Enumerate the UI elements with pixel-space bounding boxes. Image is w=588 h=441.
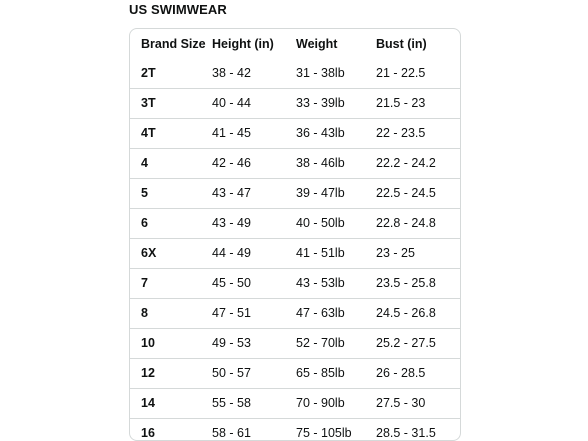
table-body [130,59,460,441]
cell-weight: 36 - 43lb [296,119,376,149]
cell-weight: 39 - 47lb [296,179,376,209]
table-row [130,179,460,209]
table-row [130,419,460,441]
cell-weight: 47 - 63lb [296,299,376,329]
cell-height: 43 - 49 [212,209,296,239]
column-header-bust: Bust (in) [376,37,427,51]
table-header [130,29,460,59]
cell-height: 42 - 46 [212,149,296,179]
cell-height: 49 - 53 [212,329,296,359]
table-row [130,59,460,89]
cell-brand-size: 16 [130,419,212,441]
page-title: US SWIMWEAR [129,2,227,17]
cell-brand-size: 12 [130,359,212,389]
cell-height: 55 - 58 [212,389,296,419]
cell-bust: 22 - 23.5 [376,119,460,149]
table-row [130,359,460,389]
table-row [130,209,460,239]
cell-brand-size: 4 [130,149,212,179]
cell-weight: 75 - 105lb [296,419,376,441]
cell-weight: 41 - 51lb [296,239,376,269]
cell-brand-size: 8 [130,299,212,329]
cell-brand-size: 5 [130,179,212,209]
cell-weight: 31 - 38lb [296,66,345,80]
cell-weight: 43 - 53lb [296,269,376,299]
cell-brand-size: 6X [130,239,212,269]
cell-bust: 21.5 - 23 [376,89,460,119]
cell-bust: 26 - 28.5 [376,359,460,389]
cell-brand-size: 7 [130,269,212,299]
cell-weight: 40 - 50lb [296,209,376,239]
cell-height: 50 - 57 [212,359,296,389]
cell-weight: 70 - 90lb [296,389,376,419]
cell-weight: 38 - 46lb [296,149,376,179]
cell-height: 43 - 47 [212,179,296,209]
cell-brand-size: 10 [130,329,212,359]
cell-weight: 33 - 39lb [296,89,376,119]
cell-brand-size: 14 [130,389,212,419]
size-table [130,29,460,441]
cell-bust: 24.5 - 26.8 [376,299,460,329]
cell-bust: 22.8 - 24.8 [376,209,460,239]
cell-bust: 22.5 - 24.5 [376,179,460,209]
cell-brand-size: 6 [130,209,212,239]
cell-height: 38 - 42 [212,66,251,80]
table-row [130,149,460,179]
cell-brand-size: 3T [130,89,212,119]
cell-bust: 23 - 25 [376,239,460,269]
table-row [130,239,460,269]
cell-height: 58 - 61 [212,419,296,441]
column-header-height: Height (in) [212,37,274,51]
cell-height: 41 - 45 [212,119,296,149]
cell-bust: 28.5 - 31.5 [376,419,460,441]
cell-weight: 65 - 85lb [296,359,376,389]
table-row [130,119,460,149]
cell-weight: 52 - 70lb [296,329,376,359]
cell-bust: 22.2 - 24.2 [376,149,460,179]
column-header-brand-size: Brand Size [141,37,206,51]
cell-bust: 25.2 - 27.5 [376,329,460,359]
cell-height: 45 - 50 [212,269,296,299]
table-row [130,389,460,419]
cell-height: 47 - 51 [212,299,296,329]
table-row [130,89,460,119]
column-header-weight: Weight [296,37,338,51]
header-row [130,29,460,59]
cell-bust: 23.5 - 25.8 [376,269,460,299]
size-table-container [129,28,461,441]
cell-height: 40 - 44 [212,89,296,119]
cell-height: 44 - 49 [212,239,296,269]
cell-brand-size: 4T [130,119,212,149]
table-row [130,299,460,329]
table-row [130,269,460,299]
cell-bust: 27.5 - 30 [376,389,460,419]
cell-bust: 21 - 22.5 [376,66,426,80]
cell-brand-size: 2T [141,66,156,80]
table-row [130,329,460,359]
